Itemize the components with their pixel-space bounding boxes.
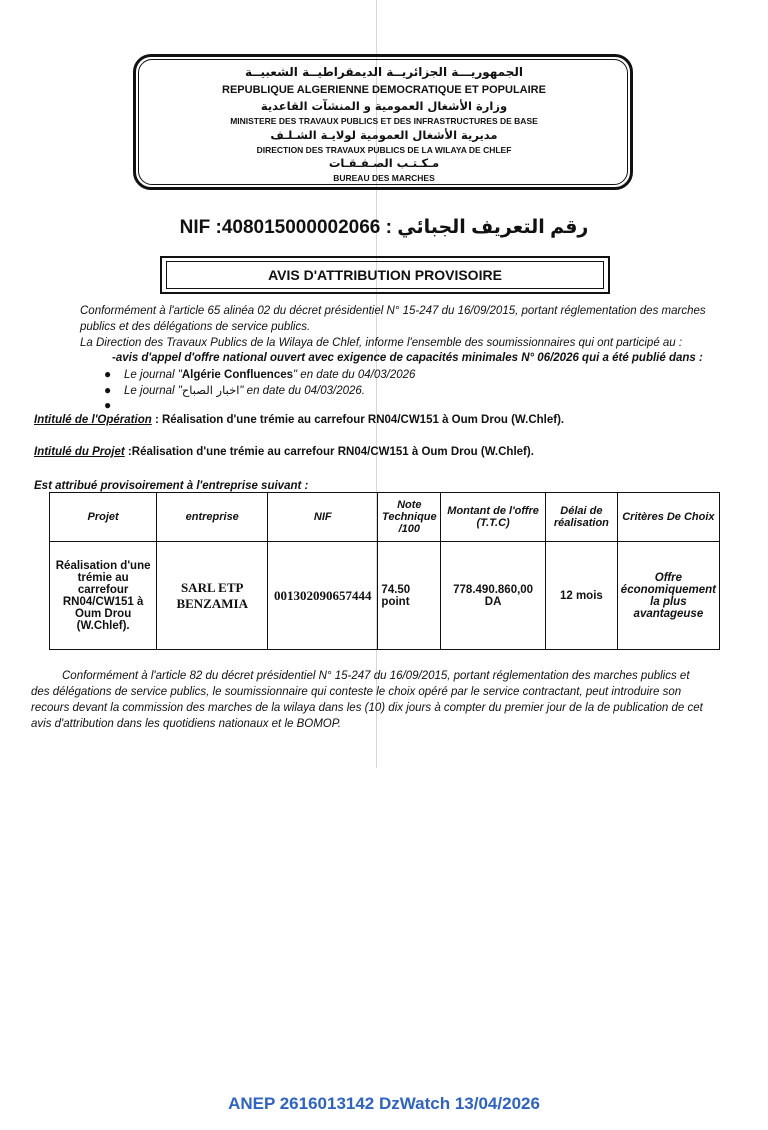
operation-label: Intitulé de l'Opération xyxy=(34,414,152,426)
header-ar-ministry: وزارة الأشغال العمومية و المنشآت القاعدية xyxy=(260,99,508,113)
closing-line-4: avis d'attribution dans les quotidiens nationaux et le BOMOP. xyxy=(31,718,342,730)
header-ar-republic: الجمهوريـــة الجزائريــة الديمقراطيــة الشعبيــة xyxy=(245,65,523,79)
header-montant: Montant de l'offre (T.T.C) xyxy=(441,493,546,542)
projet-value: :Réalisation d'une trémie au carrefour RN04/CW151 à Oum Drou (W.Chlef). xyxy=(124,446,534,458)
header-fr-ministry: MINISTERE DES TRAVAUX PUBLICS ET DES INFRASTRUCTURES DE BASE xyxy=(230,116,538,126)
header-note: Note Technique /100 xyxy=(378,493,441,542)
header-ar-direction: مديرية الأشغال العمومية لولايـة الشـلـف xyxy=(270,128,498,142)
table-row xyxy=(50,542,720,650)
operation-value: : Réalisation d'une trémie au carrefour RN04/CW151 à Oum Drou (W.Chlef). xyxy=(151,414,565,426)
journal-item: ● Le journal "اخبار الصباح" en date du 04/03/2026. xyxy=(104,383,365,397)
cell-entreprise: SARL ETP BENZAMIA xyxy=(157,542,268,650)
cell-delai: 12 mois xyxy=(545,542,617,650)
document-title: AVIS D'ATTRIBUTION PROVISOIRE xyxy=(166,261,604,289)
cell-nif: 001302090657444 xyxy=(268,542,378,650)
intro-line-4: -avis d'appel d'offre national ouvert avec exigence de capacités minimales N° 06/2026 qui a été publié dans : xyxy=(112,352,703,364)
journal-item xyxy=(104,397,111,414)
intro-line-2: publics et des délégations de service publics. xyxy=(80,321,311,333)
closing-line-2: des délégations de service publics, le soumissionnaire qui conteste le choix opéré par le service contractant, peut introduire son xyxy=(31,686,682,698)
header-fr-bureau: BUREAU DES MARCHES xyxy=(333,173,435,183)
bullet-icon: ● xyxy=(104,383,112,397)
cell-montant: 778.490.860,00 DA xyxy=(441,542,546,650)
header-criteres: Critères De Choix xyxy=(617,493,719,542)
header-nif: NIF xyxy=(268,493,378,542)
bullet-icon: ● xyxy=(104,367,112,381)
header-delai: Délai de réalisation xyxy=(545,493,617,542)
attribution-line: Est attribué provisoirement à l'entreprise suivant : xyxy=(34,480,309,492)
projet-label: Intitulé du Projet xyxy=(34,446,125,458)
header-fr-direction: DIRECTION DES TRAVAUX PUBLICS DE LA WILAYA DE CHLEF xyxy=(256,145,512,155)
cell-note: 74.50 point xyxy=(378,542,441,650)
cell-projet: Réalisation d'une trémie au carrefour RN04/CW151 à Oum Drou (W.Chlef). xyxy=(50,542,157,650)
header-fr-republic: REPUBLIQUE ALGERIENNE DEMOCRATIQUE ET POPULAIRE xyxy=(222,84,546,96)
operation-line xyxy=(34,414,564,426)
attribution-table xyxy=(49,492,720,650)
table-header-row xyxy=(50,493,720,542)
footer-reference: ANEP 2616013142 DzWatch 13/04/2026 xyxy=(228,1094,540,1113)
projet-line xyxy=(34,446,534,458)
journal-item: ● Le journal "Algérie Confluences" en date du 04/03/2026 xyxy=(104,367,416,381)
cell-criteres: Offre économiquement la plus avantageuse xyxy=(617,542,719,650)
nif-line: NIF :408015000002066 : رقم التعريف الجبائي xyxy=(179,217,589,238)
closing-line-1: Conformément à l'article 82 du décret présidentiel N° 15-247 du 16/09/2015, portant réglementation des marches publics et xyxy=(62,670,690,682)
intro-line-1: Conformément à l'article 65 alinéa 02 du décret présidentiel N° 15-247 du 16/09/2015, portant réglementation des marches xyxy=(80,305,706,317)
header-entreprise: entreprise xyxy=(157,493,268,542)
bullet-icon: ● xyxy=(104,398,112,412)
closing-line-3: recours devant la commission des marches de la wilaya dans les (10) dix jours à compter du premier jour de la de publication de cet xyxy=(31,702,703,714)
header-ar-bureau: مـكـتـب الصـفـقـات xyxy=(328,156,440,170)
intro-line-3: La Direction des Travaux Publics de la Wilaya de Chlef, informe l'ensemble des soumissionnaires qui ont participé au : xyxy=(80,337,683,349)
header-projet: Projet xyxy=(50,493,157,542)
